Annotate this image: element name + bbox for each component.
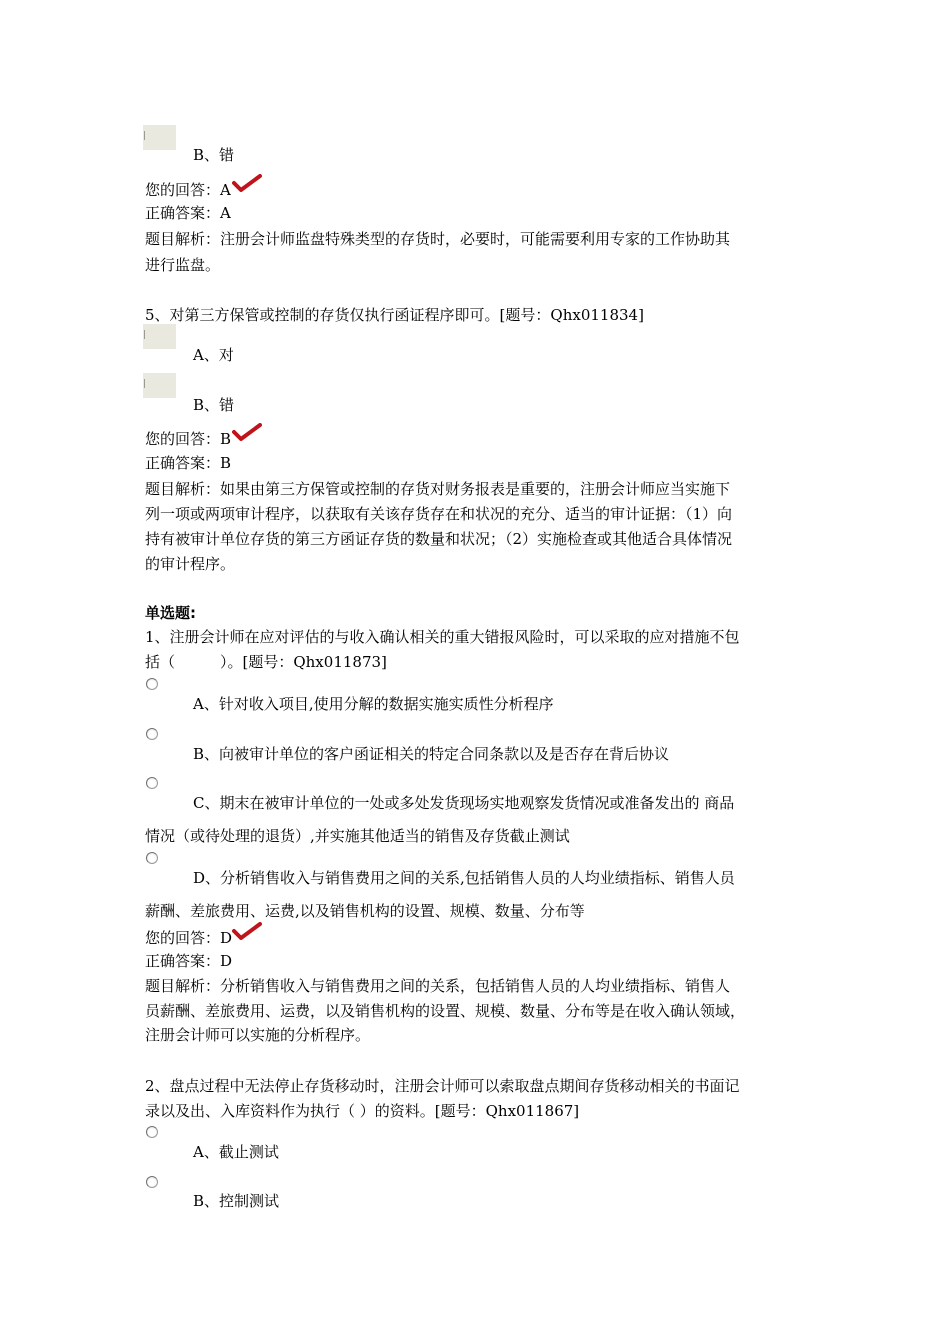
q5-question: 5、对第三方保管或控制的存货仅执行函证程序即可。[题号：Qhx011834] [145, 306, 644, 324]
option-a-checkbox[interactable] [143, 324, 176, 349]
s2-question-line: 2、盘点过程中无法停止存货移动时，注册会计师可以索取盘点期间存货移动相关的书面记 [145, 1077, 740, 1095]
s1-question-line: 1、注册会计师在应对评估的与收入确认相关的重大错报风险时，可以采取的应对措施不包 [145, 628, 740, 646]
q5-analysis-line: 列一项或两项审计程序，以获取有关该存货存在和状况的充分、适当的审计证据：（1）向 [145, 505, 733, 523]
s1-option-d-continued: 薪酬、差旅费用、运费,以及销售机构的设置、规模、数量、分布等 [145, 902, 585, 920]
option-b-radio[interactable] [146, 728, 158, 740]
option-a-radio[interactable] [146, 1126, 158, 1138]
q4-correct-answer: 正确答案：A [145, 204, 231, 222]
q4-your-answer: 您的回答：A [145, 181, 231, 199]
option-b-checkbox[interactable] [143, 373, 176, 398]
checkmark-icon [232, 423, 262, 441]
checkmark-icon [232, 174, 262, 192]
option-b-checkbox[interactable] [143, 125, 176, 150]
q5-analysis-line: 持有被审计单位存货的第三方函证存货的数量和状况；（2）实施检查或其他适合具体情况 [145, 530, 733, 548]
s2-question-line: 录以及出、入库资料作为执行（ ）的资料。[题号：Qhx011867] [145, 1102, 580, 1120]
checkmark-icon [232, 922, 262, 940]
s1-option-c-continued: 情况（或待处理的退货）,并实施其他适当的销售及存货截止测试 [145, 827, 570, 845]
q5-option-a: A、对 [193, 346, 234, 364]
s2-option-a: A、截止测试 [193, 1143, 279, 1161]
s1-option-d: D、分析销售收入与销售费用之间的关系,包括销售人员的人均业绩指标、销售人员 [193, 869, 735, 887]
s1-your-answer: 您的回答：D [145, 929, 233, 947]
q4-analysis-line: 进行监盘。 [145, 256, 221, 274]
s1-option-b: B、向被审计单位的客户函证相关的特定合同条款以及是否存在背后协议 [193, 745, 670, 763]
q5-correct-answer: 正确答案：B [145, 454, 232, 472]
option-c-radio[interactable] [146, 777, 158, 789]
s1-option-c: C、期末在被审计单位的一处或多处发货现场实地观察发货情况或准备发出的 商品 [193, 794, 735, 812]
q4-option-b: B、错 [193, 146, 235, 164]
s1-correct-answer: 正确答案：D [145, 952, 233, 970]
section-title: 单选题: [145, 604, 196, 622]
s1-analysis-line: 员薪酬、差旅费用、运费，以及销售机构的设置、规模、数量、分布等是在收入确认领域， [145, 1002, 746, 1020]
s2-option-b: B、控制测试 [193, 1192, 280, 1210]
option-d-radio[interactable] [146, 852, 158, 864]
q5-option-b: B、错 [193, 396, 235, 414]
q5-analysis-line: 题目解析：如果由第三方保管或控制的存货对财务报表是重要的，注册会计师应当实施下 [145, 480, 731, 498]
option-b-radio[interactable] [146, 1176, 158, 1188]
s1-option-a: A、针对收入项目,使用分解的数据实施实质性分析程序 [193, 695, 554, 713]
s1-analysis-line: 题目解析：分析销售收入与销售费用之间的关系，包括销售人员的人均业绩指标、销售人 [145, 977, 731, 995]
s1-analysis-line: 注册会计师可以实施的分析程序。 [145, 1026, 371, 1044]
s1-question-line: 括（ ）。[题号：Qhx011873] [145, 653, 387, 671]
q5-analysis-line: 的审计程序。 [145, 555, 236, 573]
q4-analysis-line: 题目解析：注册会计师监盘特殊类型的存货时，必要时，可能需要利用专家的工作协助其 [145, 230, 731, 248]
q5-your-answer: 您的回答：B [145, 430, 232, 448]
option-a-radio[interactable] [146, 678, 158, 690]
